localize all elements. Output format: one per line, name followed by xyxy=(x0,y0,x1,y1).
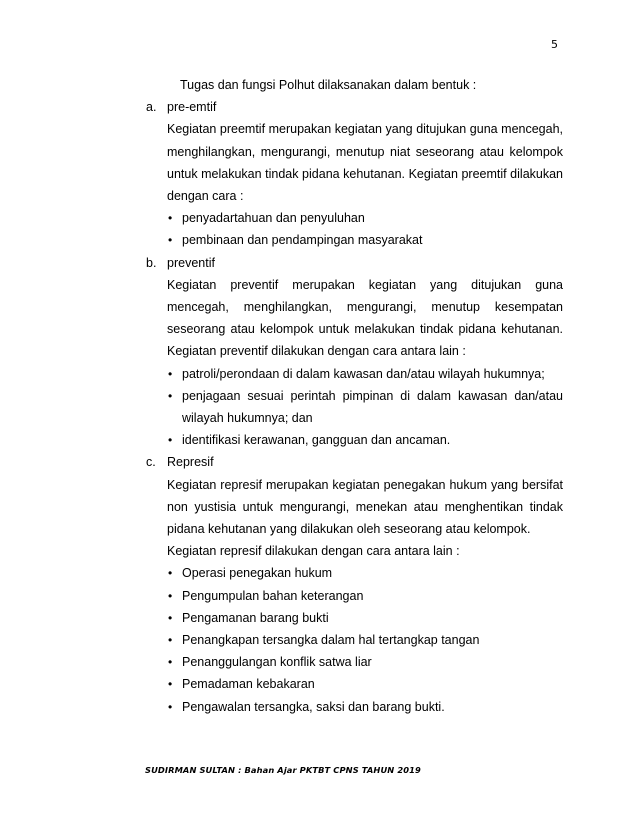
section-heading xyxy=(146,451,563,473)
list-item: • Operasi penegakan hukum xyxy=(167,562,563,584)
list-item: • Pengamanan barang bukti xyxy=(167,607,563,629)
bullet-icon: • xyxy=(168,610,173,625)
section-preventif xyxy=(146,252,563,452)
list-item: • Pemadaman kebakaran xyxy=(167,673,563,695)
bullet-icon: • xyxy=(168,366,173,381)
bullet-icon: • xyxy=(168,655,173,670)
section-title: Represif xyxy=(167,455,214,470)
section-letter: a. xyxy=(146,100,157,115)
bullet-list xyxy=(146,207,563,251)
section-title: preventif xyxy=(167,255,215,270)
intro-text: Tugas dan fungsi Polhut dilaksanakan dalam bentuk : xyxy=(180,78,477,92)
section-paragraph: Kegiatan represif merupakan kegiatan penegakan hukum yang bersifat non yustisia untuk mengurangi, menekan atau menghentikan tindak pidana kehutanan yang dilakukan oleh seseorang atau kelompok. xyxy=(167,477,563,537)
list-item: • penjagaan sesuai perintah pimpinan di dalam kawasan dan/atau wilayah hukumnya; dan xyxy=(167,385,563,429)
section-heading xyxy=(146,96,563,118)
section-represif xyxy=(146,451,563,717)
section-letter: c. xyxy=(146,455,156,470)
bullet-icon: • xyxy=(168,588,173,603)
section-title: pre-emtif xyxy=(167,100,217,115)
list-item: • pembinaan dan pendampingan masyarakat xyxy=(167,229,563,251)
bullet-list xyxy=(146,562,563,717)
list-item: • Penangkapan tersangka dalam hal tertangkap tangan xyxy=(167,629,563,651)
bullet-icon: • xyxy=(168,211,173,226)
bullet-icon: • xyxy=(168,433,173,448)
bullet-icon: • xyxy=(168,633,173,648)
section-heading xyxy=(146,252,563,274)
bullet-icon: • xyxy=(168,699,173,714)
section-paragraph: Kegiatan represif dilakukan dengan cara antara lain : xyxy=(167,544,460,559)
page-footer: SUDIRMAN SULTAN : Bahan Ajar PKTBT CPNS TAHUN 2019 xyxy=(145,765,421,775)
list-item: • penyadartahuan dan penyuluhan xyxy=(167,207,563,229)
section-paragraph: Kegiatan preemtif merupakan kegiatan yang ditujukan guna mencegah, menghilangkan, mengurangi, menutup niat seseorang atau kelompok untuk melakukan tindak pidana kehutanan. Kegiatan preemtif dilakukan dengan cara : xyxy=(167,122,563,204)
bullet-icon: • xyxy=(168,566,173,581)
bullet-icon: • xyxy=(168,677,173,692)
bullet-icon: • xyxy=(168,388,173,403)
list-item: • patroli/perondaan di dalam kawasan dan/atau wilayah hukumnya; xyxy=(167,363,563,385)
list-item: • Pengumpulan bahan keterangan xyxy=(167,585,563,607)
list-item: • Pengawalan tersangka, saksi dan barang bukti. xyxy=(167,696,563,718)
section-pre-emtif xyxy=(146,96,563,251)
section-paragraph: Kegiatan preventif merupakan kegiatan yang ditujukan guna mencegah, menghilangkan, mengurangi, menutup kesempatan seseorang atau kelompok untuk melakukan tindak pidana kehutanan. Kegiatan preventif dilakukan dengan cara antara lain : xyxy=(167,277,563,359)
bullet-list xyxy=(146,363,563,452)
bullet-icon: • xyxy=(168,233,173,248)
list-item: • identifikasi kerawanan, gangguan dan ancaman. xyxy=(167,429,563,451)
document-body xyxy=(146,74,563,718)
list-item: • Penanggulangan konflik satwa liar xyxy=(167,651,563,673)
page-number: 5 xyxy=(551,38,558,51)
section-letter: b. xyxy=(146,255,157,270)
